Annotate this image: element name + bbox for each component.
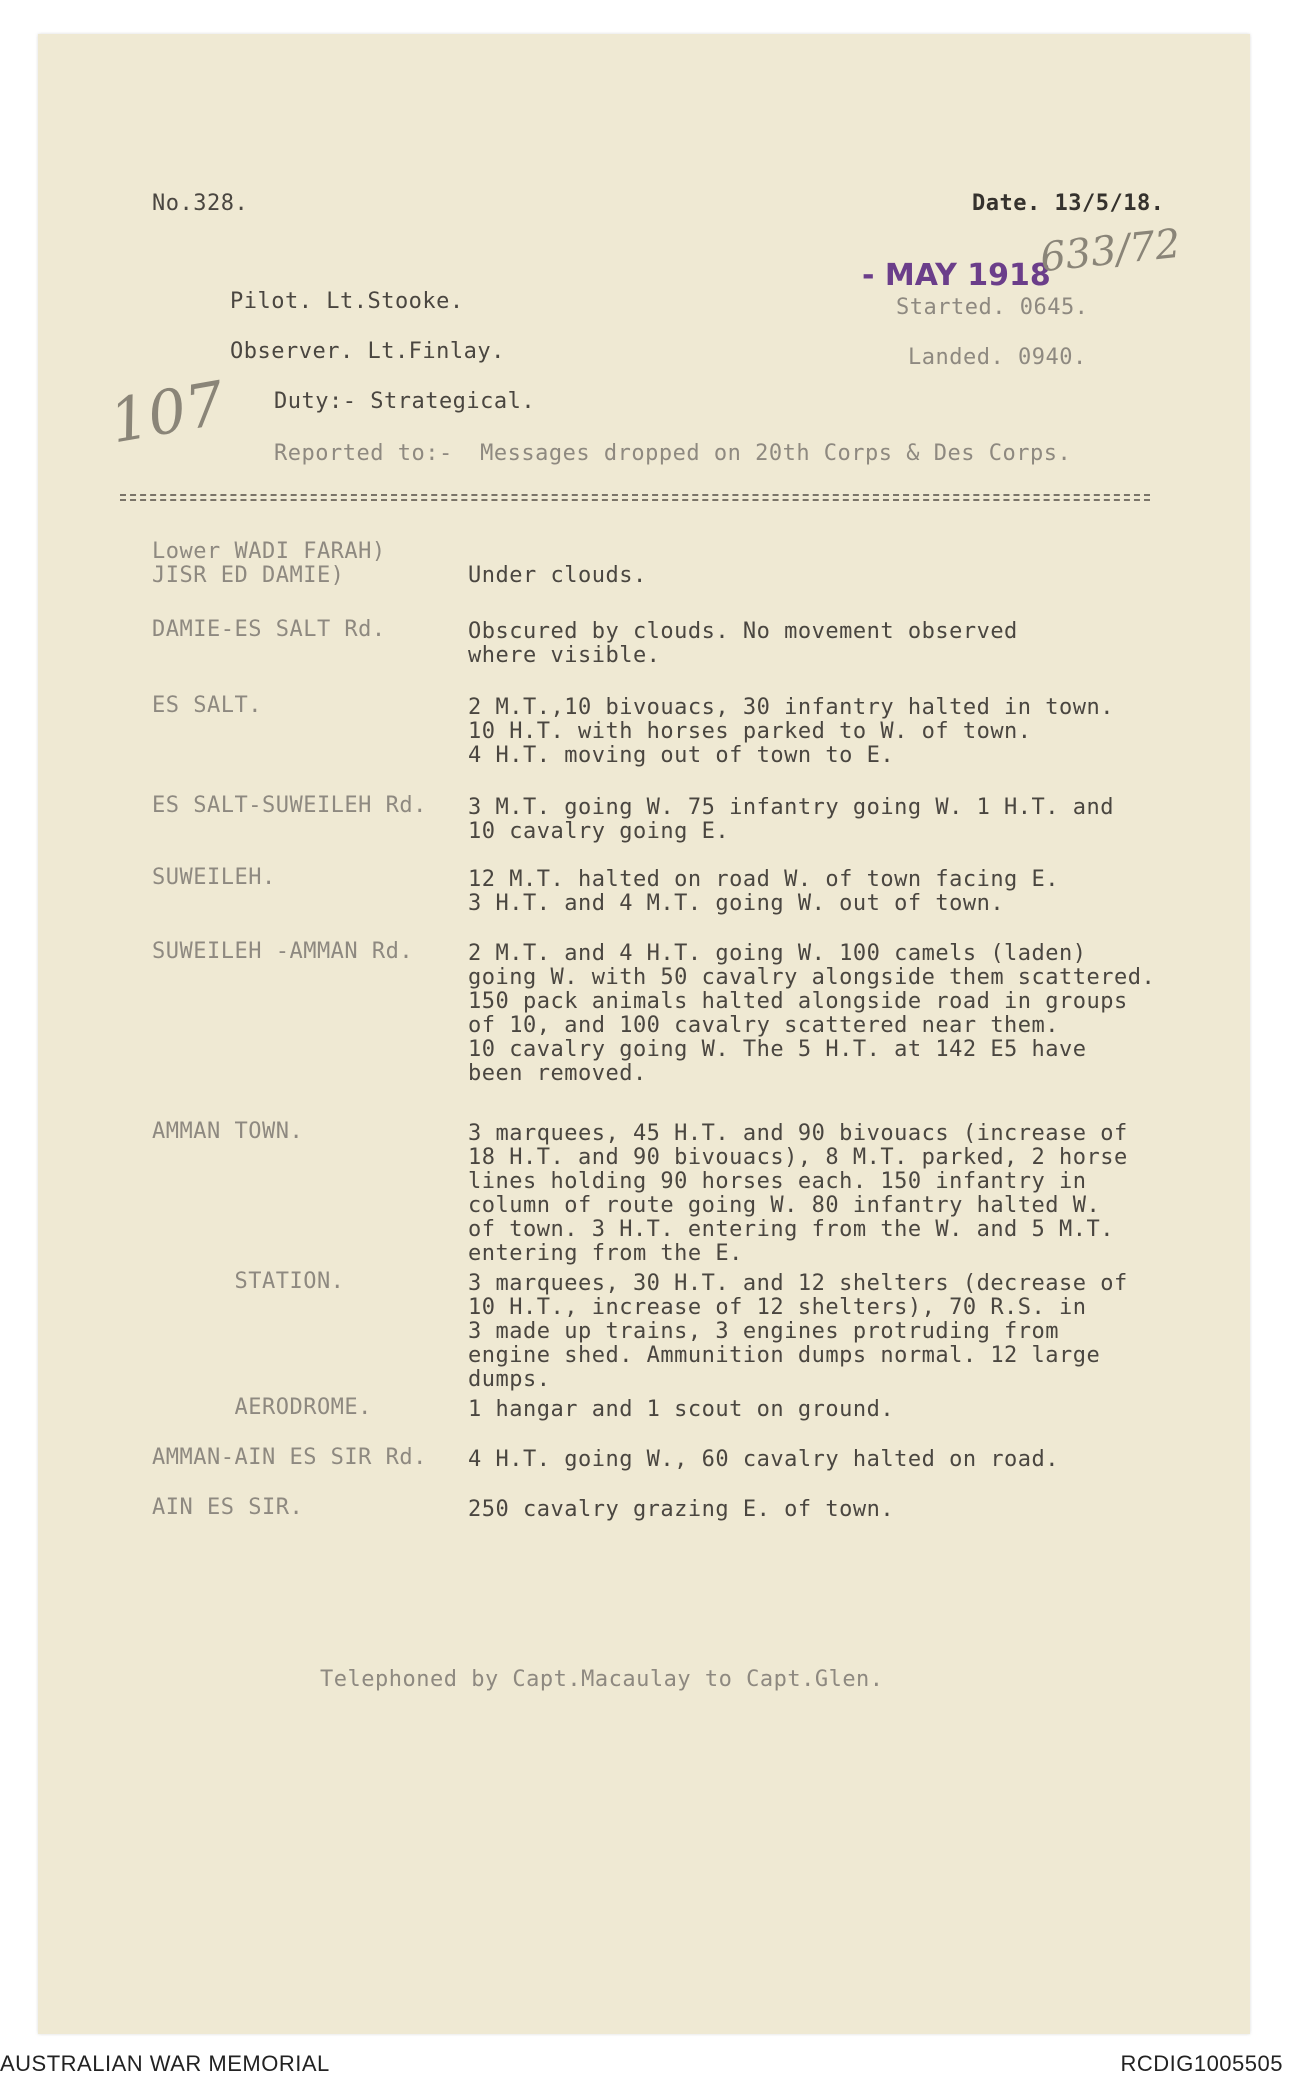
- entry-text: 3 M.T. going W. 75 infantry going W. 1 H.T. and 10 cavalry going E.: [468, 795, 1115, 844]
- entry-place: DAMIE-ES SALT Rd.: [152, 617, 386, 642]
- entry-place: SUWEILEH.: [152, 865, 276, 890]
- reported-line: Reported to:- Messages dropped on 20th Corps & Des Corps.: [274, 441, 1072, 466]
- entry-place: SUWEILEH -AMMAN Rd.: [152, 939, 414, 964]
- entry-place: ES SALT.: [152, 693, 262, 718]
- entry-place: ES SALT-SUWEILEH Rd.: [152, 793, 427, 818]
- report-date: Date. 13/5/18.: [972, 191, 1165, 216]
- entry-text: 1 hangar and 1 scout on ground.: [468, 1397, 895, 1422]
- divider-rule: [120, 494, 1150, 501]
- entry-place: AERODROME.: [152, 1395, 372, 1420]
- footer-right: RCDIG1005505: [1120, 2051, 1283, 2076]
- footer-left: AUSTRALIAN WAR MEMORIAL: [0, 2051, 330, 2076]
- entry-place: STATION.: [152, 1269, 345, 1294]
- closing-line: Telephoned by Capt.Macaulay to Capt.Glen.: [320, 1667, 884, 1692]
- entry-text: Obscured by clouds. No movement observed where visible.: [468, 619, 1018, 668]
- landed-time: Landed. 0940.: [908, 345, 1087, 370]
- entry-text: 3 marquees, 30 H.T. and 12 shelters (decrease of 10 H.T., increase of 12 shelters), 70 R.S. in 3 made up trains, 3 engines protruding from engine shed. Ammunition dumps normal. 12 large dumps.: [468, 1271, 1128, 1392]
- entry-text: 3 marquees, 45 H.T. and 90 bivouacs (increase of 18 H.T. and 90 bivouacs), 8 M.T. parked, 2 horse lines holding 90 horses each. 150 infantry in column of route going W. 80 infantry halted W. of town. 3 H.T. entering from the W. and 5 M.T. entering from the E.: [468, 1121, 1128, 1266]
- entry-text: 12 M.T. halted on road W. of town facing E. 3 H.T. and 4 M.T. going W. out of town.: [468, 867, 1060, 916]
- entry-place: AMMAN TOWN.: [152, 1119, 304, 1144]
- duty-line: Duty:- Strategical.: [274, 389, 536, 414]
- started-time: Started. 0645.: [896, 295, 1089, 320]
- entry-text: 2 M.T. and 4 H.T. going W. 100 camels (laden) going W. with 50 cavalry alongside them scattered. 150 pack animals halted alongside road in groups of 10, and 100 cavalry scattered near them. 10 cavalry going W. The 5 H.T. at 142 E5 have been removed.: [468, 941, 1156, 1086]
- entry-text: Under clouds.: [468, 563, 647, 588]
- handwritten-reference: 633/72: [1037, 220, 1183, 282]
- entry-text: 2 M.T.,10 bivouacs, 30 infantry halted in town. 10 H.T. with horses parked to W. of town. 4 H.T. moving out of town to E.: [468, 695, 1115, 768]
- pilot-line: Pilot. Lt.Stooke.: [230, 289, 464, 314]
- entry-text: 4 H.T. going W., 60 cavalry halted on road.: [468, 1447, 1060, 1472]
- entry-place: AIN ES SIR.: [152, 1495, 304, 1520]
- entry-place: AMMAN-AIN ES SIR Rd.: [152, 1445, 427, 1470]
- entry-text: 250 cavalry grazing E. of town.: [468, 1497, 895, 1522]
- report-number: No.328.: [152, 191, 249, 216]
- margin-note: 107: [104, 368, 230, 458]
- entry-place: Lower WADI FARAH) JISR ED DAMIE): [152, 539, 386, 588]
- observer-line: Observer. Lt.Finlay.: [230, 339, 505, 364]
- date-stamp: - MAY 1918: [862, 258, 1051, 293]
